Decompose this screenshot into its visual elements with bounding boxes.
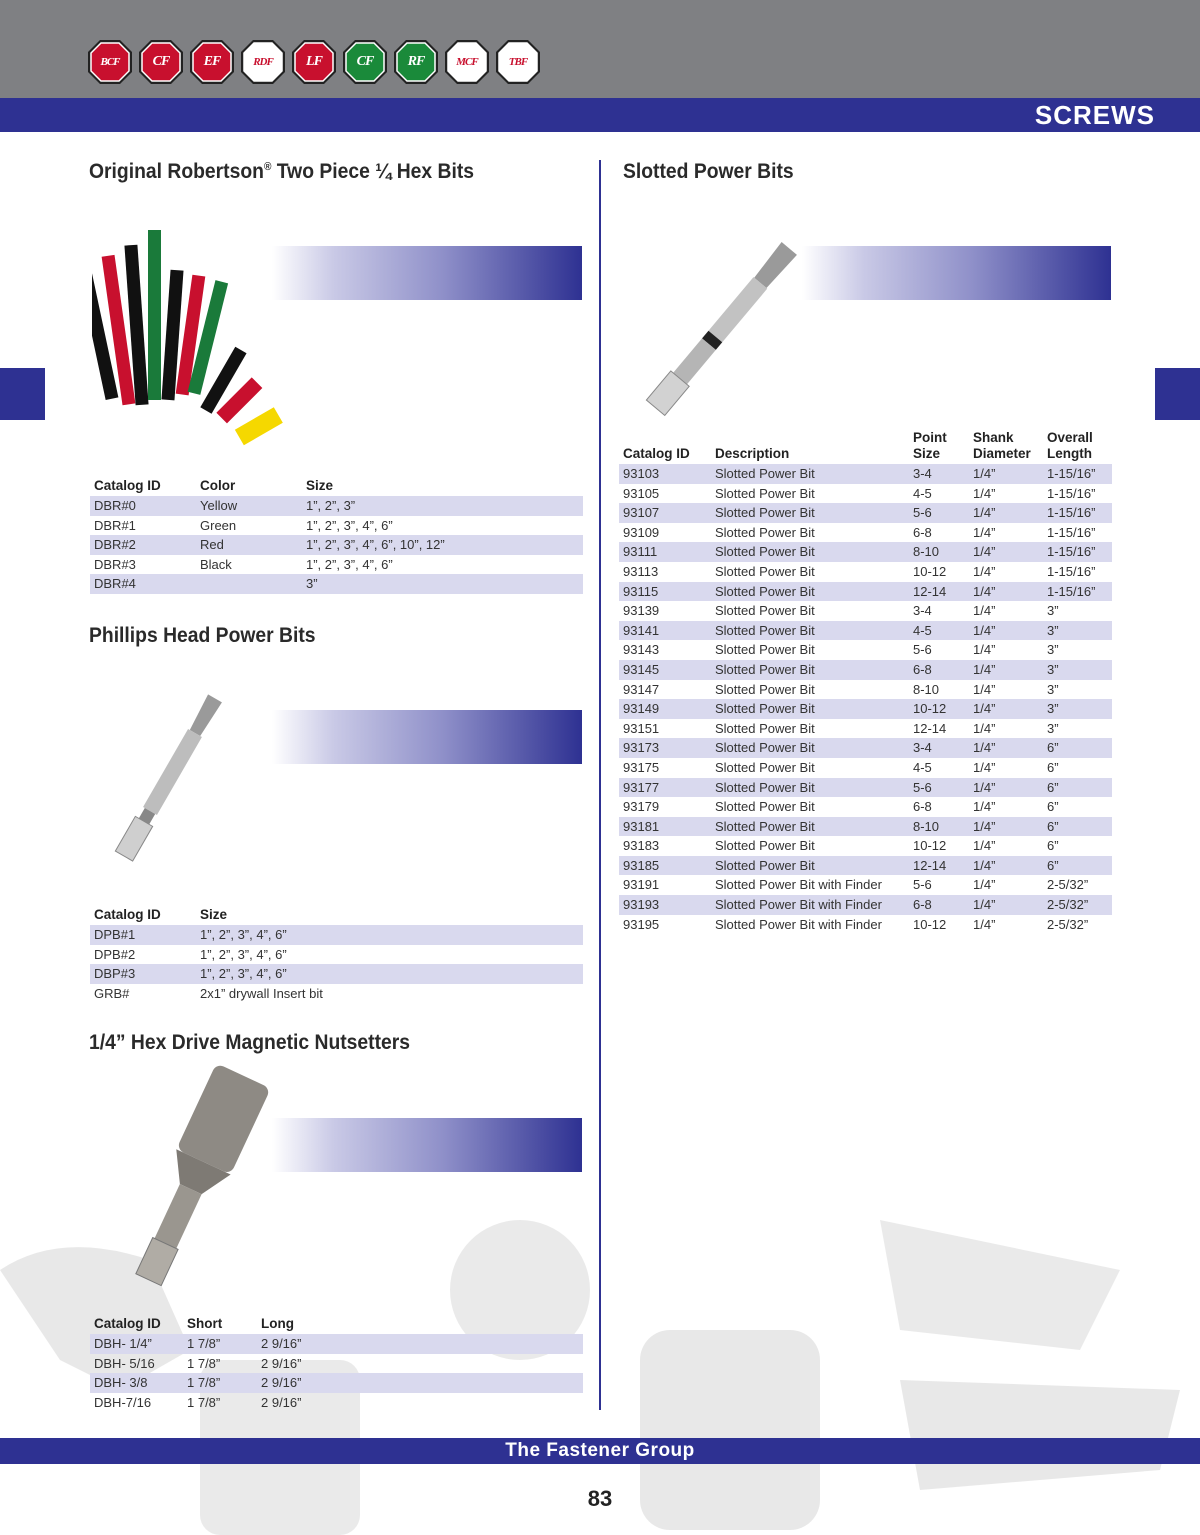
logo-label: LF	[306, 54, 322, 69]
table-cell: 6”	[1047, 799, 1059, 815]
table-row	[90, 516, 583, 536]
table-cell: 3”	[1043, 699, 1112, 719]
logo-label: MCF	[456, 56, 478, 68]
phillips-heading: Phillips Head Power Bits	[89, 624, 316, 647]
table-cell: 1/4”	[973, 603, 996, 619]
table-row	[619, 719, 1112, 739]
table-cell: 8-10	[913, 681, 940, 697]
table-cell: 93109	[623, 524, 660, 540]
table-cell: 1/4”	[973, 877, 996, 893]
table-cell: DBR#2	[90, 535, 196, 555]
table-cell: 2x1” drywall Insert bit	[200, 985, 323, 1001]
table-cell: Slotted Power Bit	[711, 542, 909, 562]
column-header: Catalog ID	[94, 478, 161, 493]
table-cell: 1 7/8”	[183, 1373, 257, 1393]
table-row	[619, 542, 1112, 562]
robertson-gradient-band	[272, 246, 582, 300]
table-cell: Slotted Power Bit	[711, 778, 909, 798]
table-cell: Slotted Power Bit	[711, 738, 909, 758]
section-title: SCREWS	[1034, 100, 1155, 130]
logo-label: TBF	[508, 56, 528, 68]
logo-label: EF	[203, 54, 221, 69]
table-cell: 93179	[623, 799, 660, 815]
table-cell: 5-6	[913, 642, 932, 658]
table-cell: 3”	[302, 574, 583, 594]
table-row	[90, 1373, 583, 1393]
table-cell: 6”	[1043, 856, 1112, 876]
table-cell: DBR#3	[94, 556, 136, 572]
table-row	[619, 738, 1112, 758]
table-cell: 1/4”	[973, 681, 996, 697]
table-cell: 12-14	[909, 856, 969, 876]
table-cell: GRB#	[94, 985, 130, 1001]
table-row	[619, 856, 1112, 876]
column-header: Short	[187, 1316, 223, 1331]
rf-logo	[392, 38, 440, 86]
table-cell: DPB#2	[94, 946, 136, 962]
table-cell: 1/4”	[969, 503, 1043, 523]
table-row	[90, 1334, 583, 1354]
table-cell: 1/4”	[969, 621, 1043, 641]
table-cell: 1”, 2”, 3”, 4”, 6”	[200, 946, 287, 962]
table-row	[619, 778, 1112, 798]
table-cell: 93175	[623, 759, 660, 775]
table-row	[619, 484, 1112, 504]
table-cell: 1/4”	[973, 642, 996, 658]
slotted-table	[619, 430, 1112, 934]
cf-green-logo	[341, 38, 389, 86]
column-header: Catalog ID	[94, 907, 161, 922]
table-cell: 2-5/32”	[1043, 895, 1112, 915]
table-cell: Slotted Power Bit	[711, 464, 909, 484]
table-row	[619, 621, 1112, 641]
table-cell: 2 9/16”	[261, 1355, 302, 1371]
table-cell: 93113	[623, 563, 659, 579]
phillips-bit-image	[85, 685, 245, 880]
robertson-table	[90, 478, 583, 594]
table-cell: 12-14	[913, 720, 947, 736]
nutsetters-heading: 1/4” Hex Drive Magnetic Nutsetters	[89, 1031, 411, 1054]
logo-label: CF	[356, 54, 374, 69]
table-cell: 6”	[1043, 778, 1112, 798]
brand-logos	[86, 38, 542, 86]
table-row	[619, 640, 1112, 660]
column-header: Long	[261, 1316, 294, 1331]
mcf-logo	[443, 38, 491, 86]
table-cell: 8-10	[909, 542, 969, 562]
table-cell: 3”	[1047, 642, 1059, 658]
table-cell: Slotted Power Bit	[715, 838, 815, 854]
table-row	[619, 817, 1112, 837]
table-cell: 4-5	[913, 759, 932, 775]
table-row	[90, 945, 583, 965]
table-cell: 3”	[1047, 720, 1059, 736]
table-cell: 10-12	[913, 916, 947, 932]
table-row	[619, 699, 1112, 719]
phillips-table	[90, 907, 583, 1003]
table-cell: 3”	[1043, 660, 1112, 680]
table-cell: 1/4”	[973, 563, 996, 579]
footer-company: The Fastener Group	[505, 1440, 695, 1461]
table-cell: 5-6	[909, 503, 969, 523]
table-cell: Yellow	[196, 496, 302, 516]
table-cell: 4-5	[909, 621, 969, 641]
column-header: Size	[306, 478, 334, 493]
table-cell: 1/4”	[973, 524, 996, 540]
column-header: Catalog ID	[94, 1316, 161, 1331]
table-cell: 6-8	[909, 895, 969, 915]
table-cell: 93193	[619, 895, 711, 915]
table-cell: 93141	[619, 621, 711, 641]
table-cell: 1/4”	[969, 856, 1043, 876]
table-row	[619, 660, 1112, 680]
table-cell: 93107	[619, 503, 711, 523]
table-cell: 93143	[623, 642, 660, 658]
table-cell: 3”	[1047, 681, 1059, 697]
table-cell: 1/4”	[973, 799, 996, 815]
table-row	[619, 836, 1112, 856]
table-row	[619, 562, 1112, 582]
table-row	[619, 680, 1112, 700]
column-header: Size	[200, 907, 228, 922]
table-cell: 3-4	[913, 603, 932, 619]
table-cell: 1 7/8”	[187, 1394, 221, 1410]
table-cell: Slotted Power Bit with Finder	[715, 877, 882, 893]
table-cell: Slotted Power Bit	[715, 720, 815, 736]
column-header: Catalog ID	[623, 446, 690, 461]
table-cell: 1/4”	[969, 464, 1043, 484]
table-cell: 2-5/32”	[1047, 916, 1089, 932]
table-cell: 1-15/16”	[1043, 542, 1112, 562]
table-cell: 12-14	[909, 582, 969, 602]
logo-label: RDF	[253, 56, 273, 68]
table-row	[619, 758, 1112, 778]
table-cell: 93173	[619, 738, 711, 758]
table-cell: Red	[196, 535, 302, 555]
table-row	[90, 496, 583, 516]
table-row	[619, 797, 1112, 817]
phillips-gradient-band	[272, 710, 582, 764]
table-cell: 2 9/16”	[257, 1373, 583, 1393]
table-cell: 93145	[619, 660, 711, 680]
table-cell: 3-4	[909, 738, 969, 758]
rdf-logo	[239, 38, 287, 86]
table-cell: 1/4”	[973, 838, 996, 854]
table-row	[90, 925, 583, 945]
table-cell: DBR#1	[94, 517, 136, 533]
table-cell: 93191	[623, 877, 660, 893]
table-cell: 5-6	[913, 877, 932, 893]
side-tab-left	[0, 368, 45, 420]
table-row	[90, 1393, 583, 1413]
table-cell: Slotted Power Bit	[715, 603, 815, 619]
table-cell: 6”	[1047, 759, 1059, 775]
table-cell: 1/4”	[969, 542, 1043, 562]
table-cell: 1/4”	[969, 738, 1043, 758]
page-number: 83	[587, 1486, 613, 1511]
table-cell: 1”, 2”, 3”, 4”, 6”	[306, 517, 393, 533]
table-cell: 2 9/16”	[257, 1334, 583, 1354]
table-cell: DBH- 1/4”	[90, 1334, 183, 1354]
table-cell: 1”, 2”, 3”, 4”, 6”	[306, 556, 393, 572]
table-row	[619, 601, 1112, 621]
table-cell: 1/4”	[969, 817, 1043, 837]
table-cell: 3-4	[909, 464, 969, 484]
table-cell: 93147	[623, 681, 660, 697]
ef-logo	[188, 38, 236, 86]
table-cell: Slotted Power Bit	[715, 681, 815, 697]
table-row	[619, 464, 1112, 484]
slotted-bit-image	[620, 225, 830, 430]
table-row	[90, 1354, 583, 1374]
table-cell: Slotted Power Bit	[711, 699, 909, 719]
table-cell: DBR#4	[90, 574, 196, 594]
table-cell: 1/4”	[973, 485, 996, 501]
table-cell: Slotted Power Bit	[715, 485, 815, 501]
table-cell: 1/4”	[969, 778, 1043, 798]
table-cell: Slotted Power Bit with Finder	[715, 916, 882, 932]
table-cell: 93177	[619, 778, 711, 798]
table-cell: 10-12	[913, 563, 947, 579]
logo-label: RF	[407, 54, 425, 69]
table-cell: 1-15/16”	[1043, 503, 1112, 523]
table-header-row	[90, 478, 583, 496]
table-row	[619, 523, 1112, 543]
table-header-row	[619, 430, 1112, 464]
table-cell: 6-8	[913, 799, 932, 815]
table-cell: 2 9/16”	[261, 1394, 302, 1410]
table-cell: 6”	[1047, 838, 1059, 854]
table-cell: 4-5	[913, 485, 932, 501]
table-cell: 2-5/32”	[1047, 877, 1089, 893]
table-cell: 6”	[1043, 817, 1112, 837]
table-cell: 1”, 2”, 3”	[302, 496, 583, 516]
table-cell: 1/4”	[973, 916, 996, 932]
lf-logo	[290, 38, 338, 86]
table-cell: 1/4”	[969, 895, 1043, 915]
table-cell: 1”, 2”, 3”, 4”, 6”, 10”, 12”	[302, 535, 583, 555]
nutsetter-image	[95, 1065, 295, 1295]
table-cell: 1-15/16”	[1047, 485, 1096, 501]
table-cell: DBH- 5/16	[94, 1355, 155, 1371]
table-cell: 8-10	[909, 817, 969, 837]
table-cell: DBP#3	[90, 964, 196, 984]
column-header: Point Size	[913, 430, 947, 461]
table-cell: 1/4”	[969, 699, 1043, 719]
table-cell: 93149	[619, 699, 711, 719]
tbf-logo	[494, 38, 542, 86]
table-cell: 6-8	[909, 660, 969, 680]
table-cell: 1-15/16”	[1047, 524, 1096, 540]
table-cell: 93139	[623, 603, 660, 619]
nutsetters-table	[90, 1316, 583, 1412]
table-cell: 93111	[619, 542, 711, 562]
table-cell: 10-12	[913, 838, 947, 854]
table-cell: 1/4”	[969, 582, 1043, 602]
table-cell: 1/4”	[973, 759, 996, 775]
table-cell: DBH-7/16	[94, 1394, 152, 1410]
logo-label: BCF	[100, 56, 120, 68]
table-cell: 6-8	[913, 524, 932, 540]
table-cell	[196, 574, 302, 594]
table-row	[90, 984, 583, 1004]
table-cell: 93181	[619, 817, 711, 837]
table-cell: 1/4”	[973, 720, 996, 736]
table-cell: 10-12	[909, 699, 969, 719]
table-cell: 93183	[623, 838, 660, 854]
table-row	[619, 895, 1112, 915]
slotted-heading: Slotted Power Bits	[623, 160, 794, 183]
table-cell: Slotted Power Bit	[715, 524, 815, 540]
table-cell: Slotted Power Bit	[711, 621, 909, 641]
table-row	[90, 964, 583, 984]
table-cell: 93103	[619, 464, 711, 484]
column-header: Description	[715, 446, 790, 461]
table-cell: 6”	[1043, 738, 1112, 758]
robertson-heading: Original Robertson® Two Piece ¼ Hex Bits	[89, 160, 475, 183]
section-bar	[0, 98, 1200, 132]
table-cell: 1 7/8”	[187, 1355, 221, 1371]
table-cell: 1”, 2”, 3”, 4”, 6”	[196, 964, 583, 984]
table-row	[619, 915, 1112, 935]
table-cell: Slotted Power Bit	[711, 582, 909, 602]
table-cell: 1 7/8”	[183, 1334, 257, 1354]
table-cell: 93115	[619, 582, 711, 602]
table-cell: 1-15/16”	[1043, 464, 1112, 484]
cf-red-logo	[137, 38, 185, 86]
bcf-logo	[86, 38, 134, 86]
nutsetters-gradient-band	[272, 1118, 582, 1172]
table-row	[619, 582, 1112, 602]
table-cell: 5-6	[909, 778, 969, 798]
table-row	[90, 555, 583, 575]
table-row	[619, 503, 1112, 523]
table-cell: 1-15/16”	[1047, 563, 1096, 579]
column-header: Shank Diameter	[973, 430, 1031, 461]
table-cell: Slotted Power Bit	[715, 563, 815, 579]
slotted-gradient-band	[802, 246, 1111, 300]
table-cell: Black	[200, 556, 232, 572]
table-cell: Slotted Power Bit	[711, 660, 909, 680]
logo-label: CF	[152, 54, 170, 69]
table-row	[90, 574, 583, 594]
table-cell: Slotted Power Bit	[715, 759, 815, 775]
table-cell: DPB#1	[90, 925, 196, 945]
table-cell: 93151	[623, 720, 660, 736]
table-cell: 3”	[1043, 621, 1112, 641]
table-cell: Slotted Power Bit	[715, 642, 815, 658]
table-cell: 1-15/16”	[1043, 582, 1112, 602]
table-cell: 93185	[619, 856, 711, 876]
table-cell: Slotted Power Bit	[715, 799, 815, 815]
table-cell: 93195	[623, 916, 660, 932]
table-cell: Slotted Power Bit	[711, 503, 909, 523]
table-cell: 1”, 2”, 3”, 4”, 6”	[196, 925, 583, 945]
side-tab-right	[1155, 368, 1200, 420]
table-row	[90, 535, 583, 555]
table-row	[619, 875, 1112, 895]
table-cell: 1/4”	[969, 660, 1043, 680]
table-cell: DBR#0	[90, 496, 196, 516]
table-cell: Slotted Power Bit with Finder	[711, 895, 909, 915]
table-cell: Slotted Power Bit	[711, 856, 909, 876]
table-cell: Green	[200, 517, 237, 533]
column-divider	[599, 160, 601, 1410]
table-cell: DBH- 3/8	[90, 1373, 183, 1393]
robertson-bits-image	[92, 225, 302, 455]
table-cell: Slotted Power Bit	[711, 817, 909, 837]
table-cell: 3”	[1047, 603, 1059, 619]
table-header-row	[90, 1316, 583, 1334]
table-cell: 93105	[623, 485, 660, 501]
column-header: Color	[200, 478, 236, 493]
table-header-row	[90, 907, 583, 925]
column-header: Overall Length	[1047, 430, 1093, 461]
